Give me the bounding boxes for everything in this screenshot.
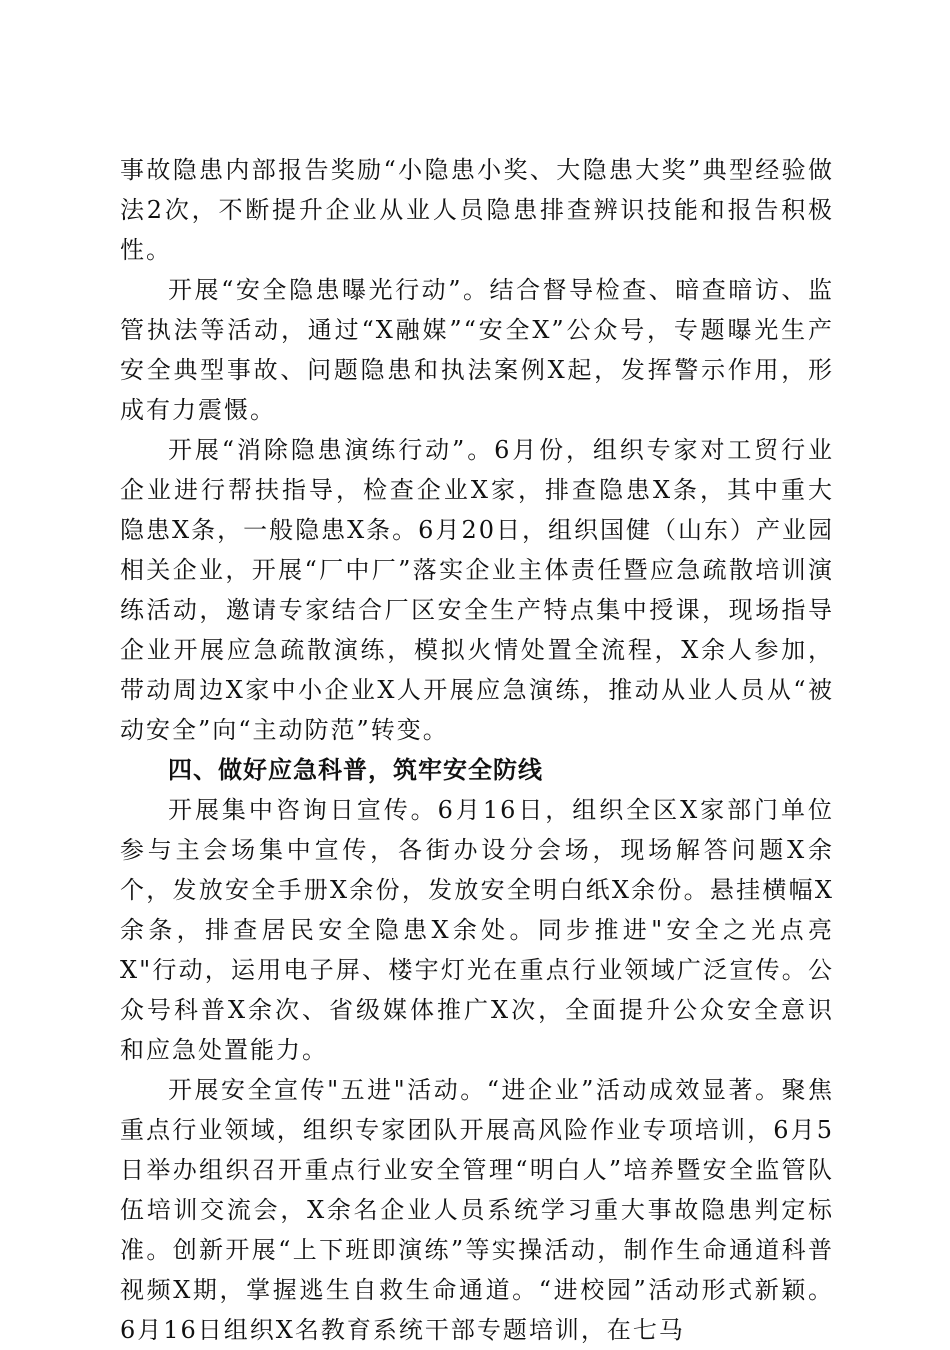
document-body bbox=[120, 150, 834, 1350]
paragraph-continuation: 事故隐患内部报告奖励“小隐患小奖、大隐患大奖”典型经验做法2次，不断提升企业从业人员隐患排查辨识技能和报告积极性。 bbox=[120, 156, 834, 264]
paragraph-drill-action: 开展“消除隐患演练行动”。6月份，组织专家对工贸行业企业进行帮扶指导，检查企业X家，排查隐患X条，其中重大隐患X条，一般隐患X条。6月20日，组织国健（山东）产业园相关企业，开展“厂中厂”落实企业主体责任暨应急疏散培训演练活动，邀请专家结合厂区安全生产特点集中授课，现场指导企业开展应急疏散演练，模拟火情处置全流程，X余人参加，带动周边X家中小企业X人开展应急演练，推动从业人员从“被动安全”向“主动防范”转变。 bbox=[120, 436, 834, 744]
paragraph-five-entries: 开展安全宣传"五进"活动。“进企业”活动成效显著。聚焦重点行业领域，组织专家团队开展高风险作业专项培训，6月5日举办组织召开重点行业安全管理“明白人”培养暨安全监管队伍培训交流会，X余名企业人员系统学习重大事故隐患判定标准。创新开展“上下班即演练”等实操活动，制作生命通道科普视频X期，掌握逃生自救生命通道。“进校园”活动形式新颖。6月16日组织X名教育系统干部专题培训，在七马 bbox=[120, 1076, 834, 1344]
paragraph-consultation-day: 开展集中咨询日宣传。6月16日，组织全区X家部门单位参与主会场集中宣传，各街办设分会场，现场解答问题X余个，发放安全手册X余份，发放安全明白纸X余份。悬挂横幅X余条，排查居民安全隐患X余处。同步推进"安全之光点亮X"行动，运用电子屏、楼宇灯光在重点行业领域广泛宣传。公众号科普X余次、省级媒体推广X次，全面提升公众安全意识和应急处置能力。 bbox=[120, 796, 834, 1064]
paragraph-exposure-action: 开展“安全隐患曝光行动”。结合督导检查、暗查暗访、监管执法等活动，通过“X融媒”“安全X”公众号，专题曝光生产安全典型事故、问题隐患和执法案例X起，发挥警示作用，形成有力震慑。 bbox=[120, 276, 834, 424]
section-heading: 四、做好应急科普，筑牢安全防线 bbox=[168, 756, 543, 784]
